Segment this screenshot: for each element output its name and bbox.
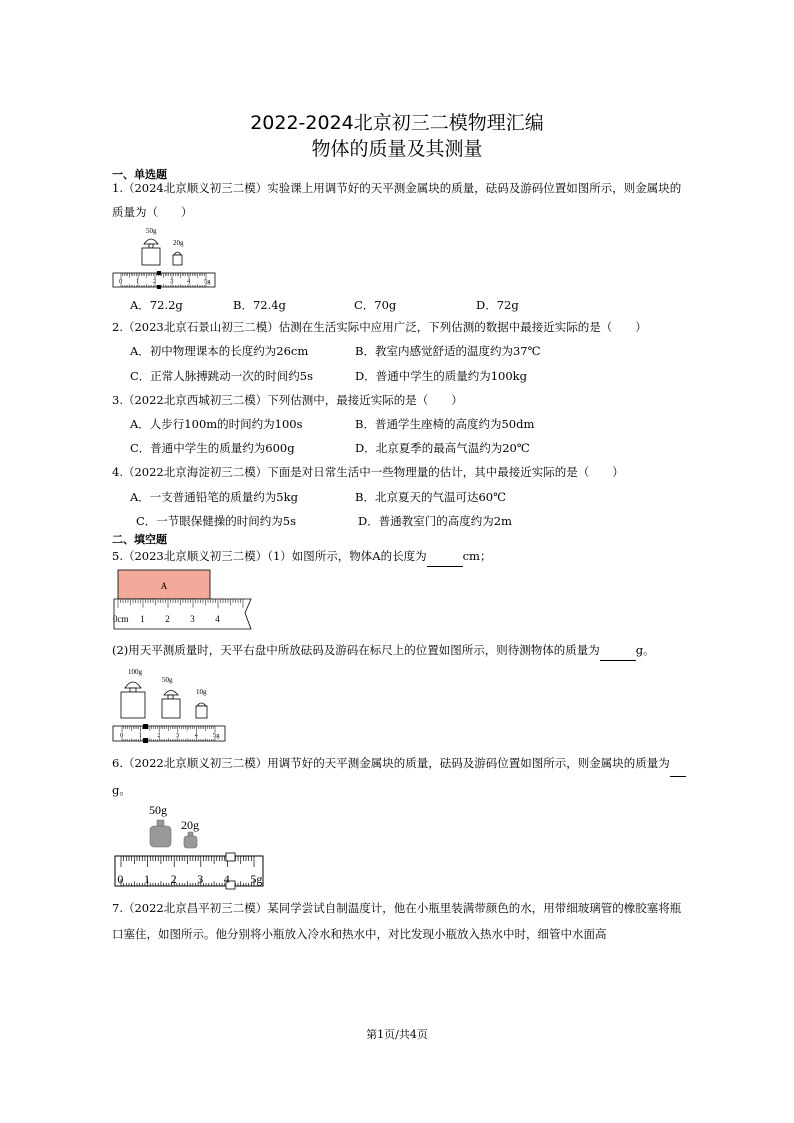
q4-option-c[interactable]: C．一节眼保健操的时间约为5s [136, 514, 297, 528]
weight-knob-10g [197, 703, 206, 706]
q3-option-b[interactable]: B．普通学生座椅的高度约为50dm [355, 417, 535, 431]
weight-neck-50g [168, 695, 173, 699]
scale-labels [119, 278, 211, 285]
weight-neck-50g [149, 244, 153, 248]
q1-option-b[interactable]: B．72.4g [233, 298, 286, 312]
question-6-text [112, 750, 687, 803]
weight-20g-icon [173, 255, 182, 265]
rider-marker-bottom [157, 285, 161, 289]
weight-50g-icon [142, 248, 160, 265]
q2-option-d[interactable]: D．普通中学生的质量约为100kg [355, 369, 527, 383]
scale-label: 1 [144, 872, 150, 886]
scale-label: 2 [157, 732, 161, 739]
scale-label: 0 [119, 278, 123, 285]
scale-label: 5g [204, 278, 211, 285]
document-title: 2022-2024北京初三二模物理汇编 [250, 112, 544, 134]
weight-knob-20g [188, 832, 193, 836]
balance-scale-ruler [122, 726, 215, 741]
weight-20g-icon [184, 836, 197, 848]
rider-marker-top [157, 271, 161, 275]
q2-option-b[interactable]: B．教室内感觉舒适的温度约为37℃ [355, 344, 541, 358]
weight-knob-20g [174, 252, 181, 255]
scale-label: 4 [194, 732, 198, 739]
q6-answer-blank[interactable] [670, 750, 686, 777]
scale-label: 1 [136, 278, 140, 285]
section-heading-fill-in: 二、填空题 [112, 533, 167, 546]
q6-text: 6.（2022北京顺义初三二模）用调节好的天平测金属块的质量，砝码及游码位置如图所示，则金属块的质量为 [112, 756, 670, 770]
weight-label-100g: 100g [128, 668, 142, 676]
weight-knob-50g [157, 820, 164, 826]
question-7-text: 7.（2022北京昌平初三二模）某同学尝试自制温度计，他在小瓶里装满带颜色的水，用带细玻璃管的橡胶塞将瓶口塞住，如图所示。他分别将小瓶放入冷水和热水中，对比发现小瓶放入热水中时，细管中水面高 [112, 901, 682, 941]
weight-label-50g: 50g [146, 227, 157, 235]
weight-knob-50g [164, 691, 178, 696]
q5-answer-blank-1[interactable] [427, 546, 463, 567]
scale-label: 4 [215, 614, 220, 624]
scale-label: 4 [187, 278, 191, 285]
q1-option-d[interactable]: D．72g [476, 298, 519, 312]
document-subtitle: 物体的质量及其测量 [311, 138, 483, 160]
weight-label-20g: 20g [173, 239, 184, 247]
rider-marker-top [226, 853, 235, 861]
scale-labels [120, 732, 220, 739]
weight-label-10g: 10g [196, 688, 207, 696]
object-a-label: A [160, 581, 168, 591]
weight-neck-100g [130, 688, 136, 692]
weight-label-50g: 50g [162, 676, 173, 684]
q3-option-a[interactable]: A．人步行100m的时间约为100s [130, 417, 303, 431]
question-5-part-1 [112, 546, 491, 567]
q2-option-c[interactable]: C．正常人脉搏跳动一次的时间约5s [130, 369, 314, 383]
scale-label: 1 [140, 614, 145, 624]
question-1-text: 1.（2024北京顺义初三二模）实验课上用调节好的天平测金属块的质量，砝码及游码位置如图所示，则金属块的质量为（ ） [112, 181, 682, 219]
rider-marker-bottom [143, 738, 148, 743]
weight-knob-50g [144, 239, 158, 244]
weight-label-50g: 50g [149, 803, 167, 817]
rider-marker-top [143, 724, 148, 729]
q5-unit-a: cm； [462, 549, 492, 563]
q3-option-c[interactable]: C．普通中学生的质量约为600g [130, 441, 295, 455]
scale-label: 4 [223, 872, 230, 886]
page-footer: 第1页/共4页 [366, 1028, 428, 1041]
q4-option-a[interactable]: A．一支普通铅笔的质量约为5kg [130, 490, 298, 504]
q5-text-b: (2)用天平测质量时，天平右盘中所放砝码及游码在标尺上的位置如图所示，则待测物体的质量为 [112, 643, 600, 657]
scale-label: 1 [138, 732, 142, 739]
scale-label: 0cm [113, 614, 129, 624]
q5-answer-blank-2[interactable] [600, 640, 636, 661]
question-5-ruler-figure [112, 568, 257, 632]
scale-label: 0 [120, 732, 124, 739]
scale-label: 5g [213, 732, 220, 739]
q2-option-a[interactable]: A．初中物理课本的长度约为26cm [130, 344, 309, 358]
scale-label: 3 [170, 278, 174, 285]
scale-label: 2 [165, 614, 170, 624]
scale-label: 2 [153, 278, 157, 285]
weight-100g-icon [121, 692, 145, 718]
section-heading-single-choice: 一、单选题 [112, 168, 167, 181]
question-4-text: 4.（2022北京海淀初三二模）下面是对日常生活中一些物理量的估计，其中最接近实际的是（ ） [112, 465, 624, 479]
q6-unit: g。 [112, 783, 131, 797]
q1-option-a[interactable]: A．72.2g [130, 298, 183, 312]
q1-option-c[interactable]: C．70g [354, 298, 397, 312]
q5-text-a: 5.（2023北京顺义初三二模）（1）如图所示，物体A的长度为 [112, 549, 427, 563]
question-5-part-2 [112, 640, 655, 661]
q4-option-b[interactable]: B．北京夏天的气温可达60℃ [355, 490, 506, 504]
balance-scale-ruler [121, 273, 206, 287]
scale-label: 2 [170, 872, 177, 886]
weight-50g-icon [150, 826, 171, 847]
weight-10g-icon [196, 706, 207, 718]
question-5-balance-figure [112, 662, 228, 744]
question-1-figure [112, 222, 222, 292]
q5-unit-b: g。 [635, 643, 655, 657]
q4-option-d[interactable]: D．普通教室门的高度约为2m [358, 514, 512, 528]
scale-frame [113, 273, 215, 287]
question-6-balance-figure [112, 800, 267, 892]
scale-frame [113, 726, 225, 741]
scale-label: 5g [250, 872, 263, 886]
scale-label: 3 [175, 732, 180, 739]
q3-option-d[interactable]: D．北京夏季的最高气温约为20℃ [355, 441, 530, 455]
scale-label: 3 [190, 614, 195, 624]
question-3-text: 3.（2022北京西城初三二模）下列估测中，最接近实际的是（ ） [112, 393, 463, 407]
weight-label-20g: 20g [181, 818, 199, 832]
weight-knob-100g [125, 682, 141, 688]
weight-50g-icon [162, 699, 180, 718]
scale-label: 3 [197, 872, 204, 886]
scale-label: 0 [117, 872, 124, 886]
question-2-text: 2.（2023北京石景山初三二模）估测在生活实际中应用广泛，下列估测的数据中最接近实际的是（ ） [112, 320, 647, 334]
